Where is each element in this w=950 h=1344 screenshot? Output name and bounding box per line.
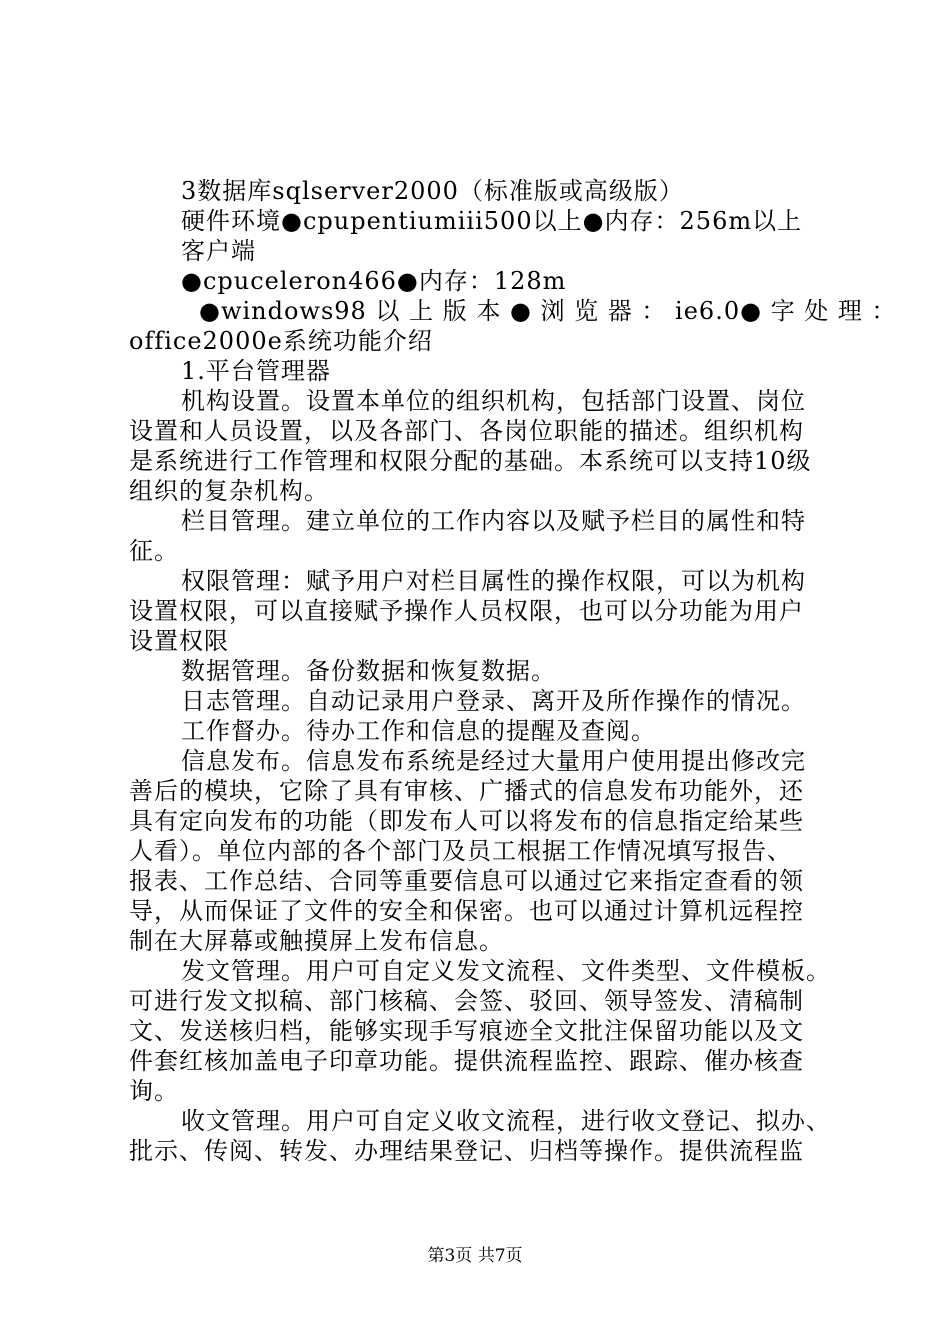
text-line: 工作督办。待办工作和信息的提醒及查阅。 xyxy=(181,717,656,745)
text-line: 文、发送核归档，能够实现手写痕迹全文批注保留功能以及文 xyxy=(129,1017,804,1045)
text-line: office2000e系统功能介绍 xyxy=(129,327,433,355)
text-line: 导，从而保证了文件的安全和保密。也可以通过计算机远程控 xyxy=(129,897,804,925)
text-line: 发文管理。用户可自定义发文流程、文件类型、文件模板。 xyxy=(181,957,831,985)
text-line: 件套红核加盖电子印章功能。提供流程监控、跟踪、催办核查 xyxy=(129,1047,804,1075)
text-line: 具有定向发布的功能（即发布人可以将发布的信息指定给某些 xyxy=(129,807,804,835)
text-line: ●cpuceleron466●内存：128m xyxy=(181,267,567,295)
text-line: 客户端 xyxy=(181,237,256,265)
text-line: 机构设置。设置本单位的组织机构，包括部门设置、岗位 xyxy=(181,387,806,415)
text-line: 批示、传阅、转发、办理结果登记、归档等操作。提供流程监 xyxy=(129,1137,804,1165)
text-line: 组织的复杂机构。 xyxy=(129,477,329,505)
text-line: 栏目管理。建立单位的工作内容以及赋予栏目的属性和特 xyxy=(181,507,806,535)
document-body xyxy=(129,176,897,1166)
text-line: 征。 xyxy=(129,537,179,565)
page-number-footer: 第3页 共7页 xyxy=(427,1246,523,1266)
section-heading: 1.平台管理器 xyxy=(181,357,331,385)
text-line: 硬件环境●cpupentiumiii500以上●内存：256m以上 xyxy=(181,207,803,235)
text-line: 收文管理。用户可自定义收文流程，进行收文登记、拟办、 xyxy=(181,1107,831,1135)
text-line: 设置和人员设置，以及各部门、各岗位职能的描述。组织机构 xyxy=(129,417,804,445)
text-line: 可进行发文拟稿、部门核稿、会签、驳回、领导签发、清稿制 xyxy=(129,987,804,1015)
text-line: 权限管理：赋予用户对栏目属性的操作权限，可以为机构 xyxy=(181,567,806,595)
text-line: 信息发布。信息发布系统是经过大量用户使用提出修改完 xyxy=(181,747,806,775)
text-line: 设置权限 xyxy=(129,627,229,655)
text-line: 询。 xyxy=(129,1077,179,1105)
text-line: 人看）。单位内部的各个部门及员工根据工作情况填写报告、 xyxy=(129,837,792,865)
text-line: 报表、工作总结、合同等重要信息可以通过它来指定查看的领 xyxy=(129,867,804,895)
text-line: ●windows98 以 上 版 本 ● 浏 览 器 ： ie6.0● 字 处 理 ： xyxy=(199,297,897,325)
text-line: 善后的模块，它除了具有审核、广播式的信息发布功能外，还 xyxy=(129,777,804,805)
text-line: 日志管理。自动记录用户登录、离开及所作操作的情况。 xyxy=(181,687,806,715)
text-line: 设置权限，可以直接赋予操作人员权限，也可以分功能为用户 xyxy=(129,597,804,625)
text-line: 是系统进行工作管理和权限分配的基础。本系统可以支持10级 xyxy=(129,447,812,475)
text-line: 数据管理。备份数据和恢复数据。 xyxy=(181,657,556,685)
text-line: 3数据库sqlserver2000（标准版或高级版） xyxy=(181,177,684,205)
text-line: 制在大屏幕或触摸屏上发布信息。 xyxy=(129,927,504,955)
